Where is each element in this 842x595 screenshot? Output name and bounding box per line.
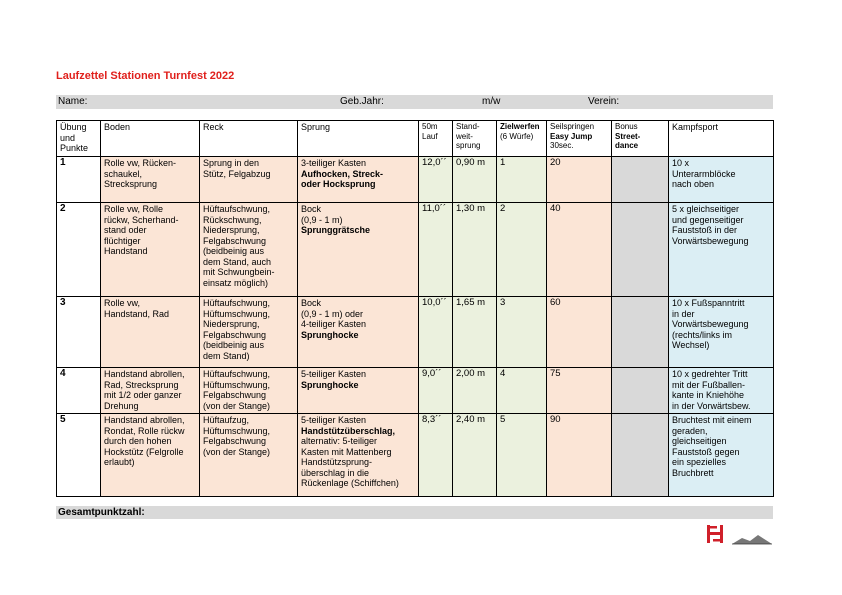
cell-line: (von der Stange) <box>203 446 271 457</box>
header-line: Punkte <box>60 143 89 153</box>
cell-reck <box>200 203 298 297</box>
cell-line: 4-teiliger Kasten <box>301 319 367 329</box>
cell-line: (rechts/links im <box>672 329 733 340</box>
cell-line: Wechsel) <box>672 340 710 350</box>
cell-line: 5 x gleichseitiger <box>672 204 740 214</box>
cell-line: Rückschwung, <box>203 214 262 225</box>
header-kampfsport: Kampfsport <box>669 121 774 157</box>
cell-line: schaukel, <box>104 168 143 179</box>
cell-line: Felgabschwung <box>203 235 267 246</box>
name-label: Name: <box>58 96 88 107</box>
cell-line: (0,9 - 1 m) <box>301 214 343 225</box>
cell-line: in der Vorwärtsbew. <box>672 400 751 411</box>
exercise-number: 2 <box>57 203 101 297</box>
birth-year-label: Geb.Jahr: <box>340 96 384 107</box>
cell-zielwerfen: 5 <box>497 414 547 497</box>
cell-line: (beidbeinig aus <box>203 246 265 256</box>
exercise-number: 3 <box>57 297 101 368</box>
cell-standweitsprung: 1,65 m <box>453 297 497 368</box>
cell-lauf: 9,0´´ <box>419 368 453 414</box>
header-line: 50m <box>422 122 438 131</box>
cell-sprung <box>298 203 419 297</box>
exercise-number: 1 <box>57 157 101 203</box>
total-points-label: Gesamtpunktzahl: <box>58 507 145 518</box>
cell-line: rückw, Scherhand- <box>104 214 179 225</box>
cell-lauf: 12,0´´ <box>419 157 453 203</box>
cell-zielwerfen: 1 <box>497 157 547 203</box>
cell-line: Handstand abrollen, <box>104 369 185 379</box>
cell-line: stand oder <box>104 225 147 235</box>
cell-line: Niedersprung, <box>203 319 260 329</box>
cell-standweitsprung: 1,30 m <box>453 203 497 297</box>
cell-line: Bock <box>301 298 322 308</box>
header-boden: Boden <box>101 121 200 157</box>
cell-sprung <box>298 368 419 414</box>
header-line: Easy Jump <box>550 131 593 141</box>
header-zielwerfen <box>497 121 547 157</box>
header-line: Zielwerfen <box>500 122 540 131</box>
cell-line: erlaubt) <box>104 457 135 467</box>
cell-line: 5-teiliger Kasten <box>301 369 367 379</box>
cell-line: Sprung in den <box>203 158 260 168</box>
exercise-number: 4 <box>57 368 101 414</box>
cell-line: Aufhocken, Streck- <box>301 168 384 179</box>
cell-line: einsatz möglich) <box>203 277 269 288</box>
cell-line: nach oben <box>672 179 715 189</box>
header-line: Lauf <box>422 131 438 141</box>
cell-sprung <box>298 297 419 368</box>
cell-bonus <box>612 368 669 414</box>
table-row <box>57 368 774 414</box>
cell-line: Felgabschwung <box>203 329 267 340</box>
cell-kampfsport <box>669 157 774 203</box>
cell-line: (0,9 - 1 m) oder <box>301 308 364 319</box>
cell-line: Kasten mit Mattenberg <box>301 446 392 457</box>
cell-line: Sprunghocke <box>301 329 359 340</box>
cell-reck <box>200 368 298 414</box>
cell-line: Hüftaufschwung, <box>203 204 271 214</box>
cell-line: Rolle vw, Rolle <box>104 204 164 214</box>
cell-line: Felgabschwung <box>203 390 267 400</box>
cell-line: gleichseitigen <box>672 436 727 446</box>
cell-line: ein spezielles <box>672 457 727 467</box>
cell-line: dem Stand) <box>203 350 250 361</box>
cell-line: Rad, Strecksprung <box>104 379 179 390</box>
cell-line: 3-teiliger Kasten <box>301 158 367 168</box>
table-row <box>57 203 774 297</box>
cell-zielwerfen: 2 <box>497 203 547 297</box>
cell-line: Handstand, Rad <box>104 308 170 319</box>
cell-boden <box>101 368 200 414</box>
cell-sprung <box>298 157 419 203</box>
table-row <box>57 157 774 203</box>
cell-line: dem Stand, auch <box>203 256 272 267</box>
gender-label: m/w <box>482 96 501 107</box>
cell-kampfsport <box>669 414 774 497</box>
cell-line: (beidbeinig aus <box>203 340 265 350</box>
cell-line: Hüftaufschwung, <box>203 298 271 308</box>
cell-bonus <box>612 414 669 497</box>
cell-line: Drehung <box>104 400 139 411</box>
cell-line: Rolle vw, <box>104 298 141 308</box>
cell-line: 10 x Fußspanntritt <box>672 298 745 308</box>
cell-line: Strecksprung <box>104 179 158 189</box>
cell-line: überschlag in die <box>301 467 370 478</box>
cell-lauf: 8,3´´ <box>419 414 453 497</box>
cell-line: Fauststoß gegen <box>672 446 740 457</box>
cell-line: Felgabschwung <box>203 436 267 446</box>
header-standweitsprung <box>453 121 497 157</box>
header-line: und <box>60 132 76 143</box>
header-line: Street- <box>615 131 641 141</box>
header-line: Seilspringen <box>550 122 595 131</box>
cell-line: und gegenseitiger <box>672 214 744 225</box>
club-label: Verein: <box>588 96 620 107</box>
header-line: sprung <box>456 141 481 150</box>
header-line: Stand- <box>456 122 480 131</box>
cell-boden <box>101 414 200 497</box>
page-title: Laufzettel Stationen Turnfest 2022 <box>56 70 235 82</box>
cell-seilspringen: 60 <box>547 297 612 368</box>
header-bonus-streetdance <box>612 121 669 157</box>
organizer-logo <box>706 522 774 546</box>
header-line: (6 Würfe) <box>500 131 534 141</box>
cell-line: Handstützsprung- <box>301 457 373 467</box>
cell-line: Bock <box>301 204 322 214</box>
cell-line: Sprunggrätsche <box>301 225 371 235</box>
cell-line: Bruchbrett <box>672 467 714 478</box>
cell-lauf: 11,0´´ <box>419 203 453 297</box>
cell-boden <box>101 203 200 297</box>
turnerkreuz-logo-icon <box>706 522 774 546</box>
header-seilspringen <box>547 121 612 157</box>
cell-line: Handstand abrollen, <box>104 415 185 425</box>
cell-kampfsport <box>669 368 774 414</box>
cell-line: oder Hocksprung <box>301 179 376 189</box>
cell-standweitsprung: 2,00 m <box>453 368 497 414</box>
participant-info-bar <box>56 95 773 109</box>
cell-line: mit der Fußballen- <box>672 379 746 390</box>
cell-line: flüchtiger <box>104 235 141 246</box>
stations-table <box>56 120 774 497</box>
header-line: 30sec. <box>550 141 574 150</box>
cell-line: in der <box>672 308 695 319</box>
cell-line: Handstand <box>104 246 148 256</box>
table-row <box>57 297 774 368</box>
cell-line: 10 x gedrehter Tritt <box>672 369 748 379</box>
cell-line: Handstützüberschlag, <box>301 425 396 436</box>
header-line: Bonus <box>615 122 638 131</box>
exercise-number: 5 <box>57 414 101 497</box>
cell-line: Rolle vw, Rücken- <box>104 158 177 168</box>
cell-line: mit 1/2 oder ganzer <box>104 390 182 400</box>
header-lauf <box>419 121 453 157</box>
cell-line: Hüftaufschwung, <box>203 369 271 379</box>
header-reck: Reck <box>200 121 298 157</box>
cell-line: Fauststoß in der <box>672 225 738 235</box>
cell-line: Vorwärtsbewegung <box>672 319 749 329</box>
cell-line: durch den hohen <box>104 436 172 446</box>
cell-reck <box>200 157 298 203</box>
cell-line: geraden, <box>672 425 708 436</box>
cell-sprung <box>298 414 419 497</box>
header-line: dance <box>615 141 639 150</box>
cell-line: (von der Stange) <box>203 400 271 411</box>
cell-line: Hüftumschwung, <box>203 379 271 390</box>
cell-seilspringen: 20 <box>547 157 612 203</box>
cell-line: Niedersprung, <box>203 225 260 235</box>
cell-bonus <box>612 203 669 297</box>
cell-seilspringen: 40 <box>547 203 612 297</box>
cell-line: Hüftumschwung, <box>203 308 271 319</box>
cell-line: alternativ: 5-teiliger <box>301 436 378 446</box>
cell-lauf: 10,0´´ <box>419 297 453 368</box>
cell-seilspringen: 75 <box>547 368 612 414</box>
cell-standweitsprung: 0,90 m <box>453 157 497 203</box>
cell-seilspringen: 90 <box>547 414 612 497</box>
cell-line: 10 x <box>672 158 690 168</box>
header-uebung <box>57 121 101 157</box>
cell-line: Stütz, Felgabzug <box>203 168 271 179</box>
cell-line: Unterarmblöcke <box>672 168 736 179</box>
cell-line: mit Schwungbein- <box>203 267 275 277</box>
cell-line: Hockstütz (Felgrolle <box>104 446 184 457</box>
cell-zielwerfen: 4 <box>497 368 547 414</box>
cell-boden <box>101 157 200 203</box>
cell-line: Sprunghocke <box>301 379 359 390</box>
header-sprung: Sprung <box>298 121 419 157</box>
header-line: weit- <box>456 131 473 141</box>
cell-line: Vorwärtsbewegung <box>672 235 749 246</box>
cell-kampfsport <box>669 203 774 297</box>
cell-line: Rückenlage (Schiffchen) <box>301 478 399 488</box>
cell-line: Hüftaufzug, <box>203 415 250 425</box>
cell-line: Bruchtest mit einem <box>672 415 752 425</box>
cell-reck <box>200 297 298 368</box>
cell-boden <box>101 297 200 368</box>
cell-line: Hüftumschwung, <box>203 425 271 436</box>
cell-bonus <box>612 157 669 203</box>
header-line: Übung <box>60 122 87 132</box>
cell-line: kante in Kniehöhe <box>672 390 745 400</box>
total-points-bar <box>56 506 773 519</box>
table-header-row <box>57 121 774 157</box>
cell-standweitsprung: 2,40 m <box>453 414 497 497</box>
cell-kampfsport <box>669 297 774 368</box>
cell-line: 5-teiliger Kasten <box>301 415 367 425</box>
cell-line: Rondat, Rolle rückw <box>104 425 185 436</box>
cell-bonus <box>612 297 669 368</box>
cell-zielwerfen: 3 <box>497 297 547 368</box>
table-row <box>57 414 774 497</box>
cell-reck <box>200 414 298 497</box>
